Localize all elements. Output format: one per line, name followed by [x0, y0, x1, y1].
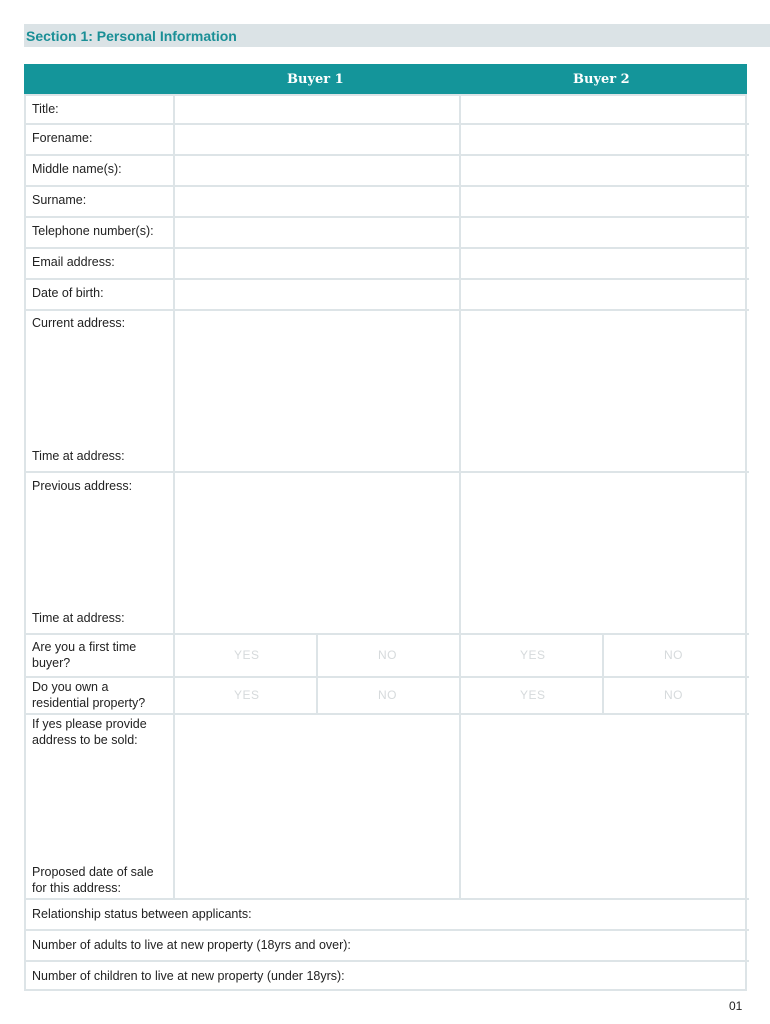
label-telephone: Telephone number(s):: [32, 224, 154, 238]
label-proposed-sale-line1: Proposed date of sale: [32, 865, 154, 879]
buyer2-address-to-sell-input[interactable]: [461, 715, 747, 898]
label-adults: Number of adults to live at new property (18yrs and over):: [32, 938, 351, 952]
buyer2-title-input[interactable]: [461, 97, 747, 123]
label-address-to-sell-line1: If yes please provide: [32, 717, 147, 731]
label-address-to-sell-line2: address to be sold:: [32, 733, 138, 747]
buyer1-column-header: Buyer 1: [287, 72, 344, 87]
table-header: [24, 64, 747, 94]
label-children: Number of children to live at new property (under 18yrs):: [32, 969, 345, 983]
label-relationship: Relationship status between applicants:: [32, 907, 252, 921]
buyer2-first-time-no[interactable]: NO: [664, 648, 683, 662]
buyer1-current-address-input[interactable]: [175, 311, 459, 471]
label-dob: Date of birth:: [32, 286, 104, 300]
buyer1-previous-address-input[interactable]: [175, 473, 459, 633]
label-previous-address: Previous address:: [32, 479, 133, 493]
label-first-time-buyer: [32, 639, 136, 671]
section-header: [24, 24, 770, 47]
buyer2-email-input[interactable]: [461, 249, 747, 278]
buyer2-current-address-input[interactable]: [461, 311, 747, 471]
buyer1-title-input[interactable]: [175, 97, 459, 123]
buyer2-forename-input[interactable]: [461, 125, 747, 154]
buyer1-telephone-input[interactable]: [175, 218, 459, 247]
buyer1-address-to-sell-input[interactable]: [175, 715, 459, 898]
buyer2-first-time-yes[interactable]: YES: [520, 648, 546, 662]
buyer1-first-time-yes[interactable]: YES: [234, 648, 260, 662]
label-middle-names: Middle name(s):: [32, 162, 122, 176]
label-forename: Forename:: [32, 131, 93, 145]
buyer2-previous-address-input[interactable]: [461, 473, 747, 633]
buyer1-dob-input[interactable]: [175, 280, 459, 309]
label-time-at-previous-address: Time at address:: [32, 611, 125, 625]
buyer1-first-time-no[interactable]: NO: [378, 648, 397, 662]
label-surname: Surname:: [32, 193, 87, 207]
buyer1-surname-input[interactable]: [175, 187, 459, 216]
label-own-property-line1: Do you own a: [32, 680, 109, 694]
buyer1-forename-input[interactable]: [175, 125, 459, 154]
label-email: Email address:: [32, 255, 115, 269]
buyer2-own-property-no[interactable]: NO: [664, 688, 683, 702]
buyer2-own-property-yes[interactable]: YES: [520, 688, 546, 702]
buyer2-middle-names-input[interactable]: [461, 156, 747, 185]
label-own-property: [32, 679, 145, 711]
label-current-address: Current address:: [32, 316, 126, 330]
buyer1-middle-names-input[interactable]: [175, 156, 459, 185]
relationship-input[interactable]: [314, 900, 747, 929]
label-first-time-buyer-line1: Are you a first time: [32, 640, 137, 654]
adults-input[interactable]: [406, 931, 747, 960]
buyer1-own-property-yes[interactable]: YES: [234, 688, 260, 702]
children-input[interactable]: [406, 962, 747, 991]
label-proposed-sale-date: [32, 864, 154, 896]
label-own-property-line2: residential property?: [32, 696, 146, 710]
page-number: 01: [729, 999, 743, 1013]
section-title: Section 1: Personal Information: [26, 27, 237, 44]
buyer1-own-property-no[interactable]: NO: [378, 688, 397, 702]
label-first-time-buyer-line2: buyer?: [32, 656, 71, 670]
buyer2-dob-input[interactable]: [461, 280, 747, 309]
label-proposed-sale-line2: for this address:: [32, 881, 121, 895]
buyer2-telephone-input[interactable]: [461, 218, 747, 247]
label-time-at-current-address: Time at address:: [32, 449, 125, 463]
buyer1-email-input[interactable]: [175, 249, 459, 278]
label-title: Title:: [32, 102, 59, 116]
label-address-to-sell: [32, 716, 147, 748]
buyer2-surname-input[interactable]: [461, 187, 747, 216]
buyer2-column-header: Buyer 2: [573, 72, 630, 87]
